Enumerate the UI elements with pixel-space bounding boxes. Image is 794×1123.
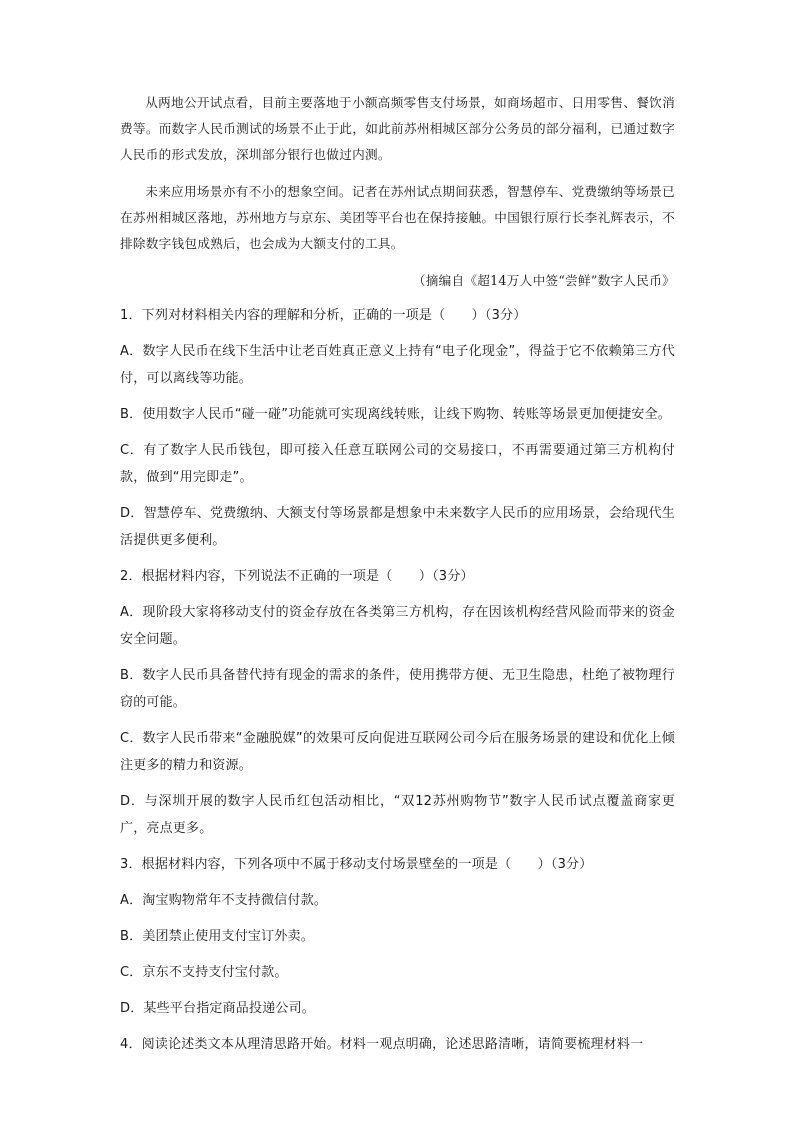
question-1-stem: 1．下列对材料相关内容的理解和分析，正确的一项是（ ）（3分）: [120, 308, 527, 323]
question-2-option-d: D．与深圳开展的数字人民币红包活动相比，“双12苏州购物节”数字人民币试点覆盖商家更广，亮点更多。: [120, 794, 675, 836]
question-2-option-c: C．数字人民币带来“金融脱媒”的效果可反向促进互联网公司今后在服务场景的建设和优化上倾注更多的精力和资源。: [120, 731, 675, 773]
question-4: [120, 1031, 675, 1058]
passage-paragraph-1: 从两地公开试点看，目前主要落地于小额高频零售支付场景，如商场超市、日用零售、餐饮消费等。而数字人民币测试的场景不止于此，如此前苏州相城区部分公务员的部分福利，已通过数字人民币的形式发放，深圳部分银行也做过内测。: [120, 95, 675, 162]
question-1: [120, 302, 675, 554]
question-2: [120, 563, 675, 842]
passage-paragraph-2: 未来应用场景亦有不小的想象空间。记者在苏州试点期间获悉，智慧停车、党费缴纳等场景已在苏州相城区落地，苏州地方与京东、美团等平台也在保持接触。中国银行原行长李礼辉表示，不排除数字钱包成熟后，也会成为大额支付的工具。: [120, 184, 675, 251]
question-3-option-c: C．京东不支持支付宝付款。: [120, 965, 288, 980]
question-1-option-c: C．有了数字人民币钱包，即可接入任意互联网公司的交易接口，不再需要通过第三方机构付款，做到“用完即走”。: [120, 443, 675, 485]
question-3-option-b: B．美团禁止使用支付宝订外卖。: [120, 929, 314, 944]
question-4-stem: 4．阅读论述类文本从理清思路开始。材料一观点明确，论述思路清晰，请简要梳理材料一: [120, 1037, 644, 1052]
document-page: [120, 90, 675, 1067]
question-1-option-d: D．智慧停车、党费缴纳、大额支付等场景都是想象中未来数字人民币的应用场景，会给现代生活提供更多便利。: [120, 506, 675, 548]
question-2-option-a: A．现阶段大家将移动支付的资金存放在各类第三方机构，存在因该机构经营风险而带来的资金安全问题。: [120, 605, 675, 647]
question-3: [120, 851, 675, 1022]
passage-source: （摘编自《超14万人中签“尝鲜”数字人民币》: [412, 273, 675, 288]
question-1-option-b: B．使用数字人民币“碰一碰”功能就可实现离线转账，让线下购物、转账等场景更加便捷安全。: [120, 407, 671, 422]
question-1-option-a: A．数字人民币在线下生活中让老百姓真正意义上持有“电子化现金”，得益于它不依赖第三方代付，可以离线等功能。: [120, 344, 675, 386]
question-3-option-a: A．淘宝购物常年不支持微信付款。: [120, 893, 328, 908]
question-3-option-d: D．某些平台指定商品投递公司。: [120, 1001, 316, 1016]
question-2-stem: 2．根据材料内容，下列说法不正确的一项是（ ）（3分）: [120, 569, 474, 584]
question-2-option-b: B．数字人民币具备替代持有现金的需求的条件，使用携带方便、无卫生隐患，杜绝了被物理行窃的可能。: [120, 668, 675, 710]
question-3-stem: 3．根据材料内容，下列各项中不属于移动支付场景壁垒的一项是（ ）（3分）: [120, 857, 593, 872]
